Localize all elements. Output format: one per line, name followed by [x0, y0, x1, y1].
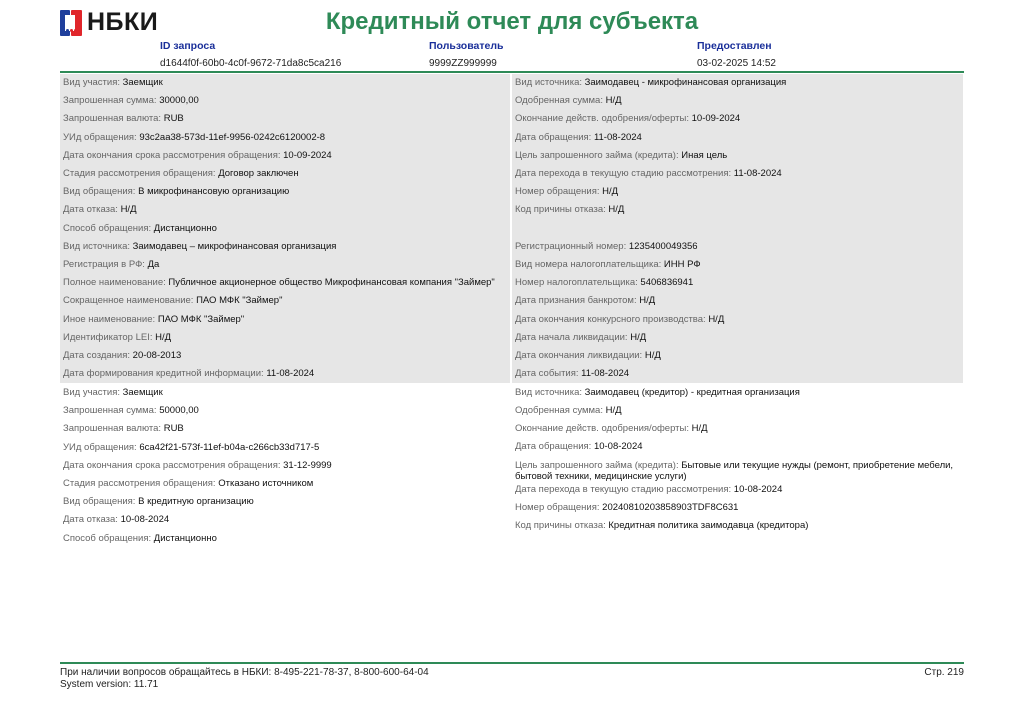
- field-value: Н/Д: [602, 186, 619, 197]
- field-label: Код причины отказа:: [515, 520, 606, 531]
- field-value: Отказано источником: [218, 478, 314, 489]
- field-label: Дата окончания срока рассмотрения обращения:: [63, 460, 281, 471]
- meta-label: Предоставлен: [697, 40, 772, 52]
- field-row: [515, 204, 960, 215]
- field-value: Заемщик: [122, 77, 163, 88]
- field-value: 11-08-2024: [581, 368, 630, 379]
- field-label: Окончание действ. одобрения/оферты:: [515, 423, 689, 434]
- field-row: [63, 150, 507, 161]
- field-value: Бытовые или текущие нужды (ремонт, приобретение мебели, бытовой техники, медицинские услуги): [515, 460, 954, 482]
- field-label: Запрошенная валюта:: [63, 423, 162, 434]
- logo-text: НБКИ: [87, 8, 159, 36]
- field-label: Номер налогоплательщика:: [515, 277, 638, 288]
- field-value: В микрофинансовую организацию: [138, 186, 290, 197]
- field-label: Сокращенное наименование:: [63, 295, 194, 306]
- meta-value: 03-02-2025 14:52: [697, 58, 776, 69]
- field-label: Идентификатор LEI:: [63, 332, 153, 343]
- header-divider: [60, 71, 964, 73]
- field-row: [515, 520, 960, 531]
- block-1-left-column: [60, 74, 510, 383]
- field-row: [63, 204, 507, 215]
- field-row: [63, 113, 507, 124]
- field-row: [63, 295, 507, 306]
- field-label: Способ обращения:: [63, 223, 152, 234]
- field-label: Полное наименование:: [63, 277, 166, 288]
- field-label: Запрошенная валюта:: [63, 113, 162, 124]
- field-value: Н/Д: [608, 204, 625, 215]
- meta-user: [429, 40, 503, 69]
- field-label: Дата начала ликвидации:: [515, 332, 628, 343]
- field-label: Вид обращения:: [63, 496, 136, 507]
- field-value: Н/Д: [605, 95, 622, 106]
- field-row: [515, 502, 960, 513]
- field-label: Вид источника:: [515, 77, 582, 88]
- field-value: 11-08-2024: [733, 168, 782, 179]
- meta-label: ID запроса: [160, 40, 216, 52]
- page-title: Кредитный отчет для субъекта: [325, 8, 699, 35]
- field-row: [515, 168, 960, 179]
- meta-request-id: [160, 40, 341, 69]
- field-label: Дата события:: [515, 368, 579, 379]
- field-value: Н/Д: [605, 405, 622, 416]
- block-2-left-column: [60, 384, 510, 554]
- field-row: [63, 314, 507, 325]
- field-row: [515, 405, 960, 416]
- field-label: Дата отказа:: [63, 514, 118, 525]
- field-label: Цель запрошенного займа (кредита):: [515, 460, 679, 471]
- field-value: Дистанционно: [153, 533, 217, 544]
- footer-page-number: Стр. 219: [924, 667, 964, 678]
- field-label: Стадия рассмотрения обращения:: [63, 168, 216, 179]
- field-label: Дата обращения:: [515, 441, 592, 452]
- field-row: [63, 460, 507, 471]
- field-value: Заимодавец - микрофинансовая организация: [584, 77, 787, 88]
- field-value: Н/Д: [691, 423, 708, 434]
- field-value: 10-09-2024: [283, 150, 332, 161]
- field-label: Стадия рассмотрения обращения:: [63, 478, 216, 489]
- field-label: УИд обращения:: [63, 132, 137, 143]
- field-row: [63, 223, 507, 234]
- footer-contact: При наличии вопросов обращайтесь в НБКИ: 8-495-221-78-37, 8-800-600-64-04: [60, 667, 429, 678]
- field-label: Номер обращения:: [515, 502, 600, 513]
- field-label: УИд обращения:: [63, 442, 137, 453]
- field-label: Дата создания:: [63, 350, 131, 361]
- field-label: Способ обращения:: [63, 533, 152, 544]
- field-row: [515, 423, 960, 434]
- field-row: [63, 186, 507, 197]
- field-label: Регистрационный номер:: [515, 241, 627, 252]
- field-value: 6ca42f21-573f-11ef-b04a-c266cb33d717-5: [139, 442, 320, 453]
- field-label: Дата перехода в текущую стадию рассмотрения:: [515, 168, 732, 179]
- field-label: Номер обращения:: [515, 186, 600, 197]
- field-row: [515, 368, 960, 379]
- field-value: ИНН РФ: [663, 259, 701, 270]
- field-value: 20240810203858903TDF8C631: [602, 502, 739, 513]
- field-label: Дата окончания конкурсного производства:: [515, 314, 706, 325]
- field-row: [515, 95, 960, 106]
- field-row: [63, 442, 507, 453]
- field-value: Заемщик: [122, 387, 163, 398]
- field-value: 20-08-2013: [132, 350, 182, 361]
- field-value: 11-08-2024: [593, 132, 642, 143]
- field-row: [515, 350, 960, 361]
- field-row: [63, 514, 507, 525]
- field-value: 11-08-2024: [266, 368, 315, 379]
- field-row: [63, 132, 507, 143]
- field-row: [515, 113, 960, 124]
- field-row: [63, 168, 507, 179]
- field-value: 10-09-2024: [691, 113, 741, 124]
- field-value: 31-12-9999: [283, 460, 332, 471]
- field-label: Дата обращения:: [515, 132, 592, 143]
- field-row: [63, 478, 507, 489]
- field-row: [515, 441, 960, 452]
- field-value: Н/Д: [630, 332, 647, 343]
- field-row: [515, 484, 960, 495]
- field-value: Да: [147, 259, 160, 270]
- field-value: Публичное акционерное общество Микрофинансовая компания "Займер": [168, 277, 495, 288]
- field-value: ПАО МФК "Займер": [196, 295, 283, 306]
- field-value: 10-08-2024: [120, 514, 170, 525]
- field-row: [63, 533, 507, 544]
- block-2-right-column: [512, 384, 963, 554]
- field-row: [63, 496, 507, 507]
- field-value: ПАО МФК "Займер": [157, 314, 245, 325]
- field-label: Регистрация в РФ:: [63, 259, 145, 270]
- field-row: [63, 259, 507, 270]
- field-label: Дата отказа:: [63, 204, 118, 215]
- meta-provided: [697, 40, 776, 69]
- field-row: [63, 332, 507, 343]
- field-value: RUB: [163, 423, 184, 434]
- field-label: Одобренная сумма:: [515, 95, 603, 106]
- field-value: 10-08-2024: [733, 484, 783, 495]
- field-value: Дистанционно: [153, 223, 217, 234]
- field-row: [515, 259, 960, 270]
- credit-application-block-2: [60, 384, 964, 554]
- field-value: 93c2aa38-573d-11ef-9956-0242c6120002-8: [139, 132, 326, 143]
- field-label: Дата формирования кредитной информации:: [63, 368, 264, 379]
- field-label: Окончание действ. одобрения/оферты:: [515, 113, 689, 124]
- field-row: [515, 241, 960, 252]
- field-row: [63, 95, 507, 106]
- field-row: [515, 132, 960, 143]
- field-value: 1235400049356: [628, 241, 698, 252]
- meta-label: Пользователь: [429, 40, 504, 52]
- field-label: Вид участия:: [63, 77, 120, 88]
- field-label: Дата перехода в текущую стадию рассмотрения:: [515, 484, 732, 495]
- field-value: Договор заключен: [218, 168, 299, 179]
- field-value: Заимодавец – микрофинансовая организация: [132, 241, 337, 252]
- meta-value: 9999ZZ999999: [429, 58, 497, 69]
- field-label: Дата признания банкротом:: [515, 295, 637, 306]
- field-row: [515, 295, 960, 306]
- field-label: Вид источника:: [515, 387, 582, 398]
- field-label: Вид номера налогоплательщика:: [515, 259, 662, 270]
- field-value: Н/Д: [708, 314, 725, 325]
- field-row: [515, 460, 960, 482]
- field-row: [63, 77, 507, 88]
- field-row: [515, 277, 960, 288]
- footer-left: [60, 667, 429, 691]
- field-label: Одобренная сумма:: [515, 405, 603, 416]
- field-label: Вид источника:: [63, 241, 130, 252]
- footer-divider: [60, 662, 964, 664]
- field-value: 30000,00: [159, 95, 199, 106]
- footer-version: System version: 11.71: [60, 679, 159, 690]
- field-label: Вид обращения:: [63, 186, 136, 197]
- field-value: Кредитная политика заимодавца (кредитора): [608, 520, 809, 531]
- field-row: [63, 387, 507, 398]
- field-value: Н/Д: [155, 332, 172, 343]
- field-label: Запрошенная сумма:: [63, 405, 157, 416]
- field-label: Цель запрошенного займа (кредита):: [515, 150, 679, 161]
- field-value: 5406836941: [640, 277, 694, 288]
- field-value: Заимодавец (кредитор) - кредитная организация: [584, 387, 800, 398]
- field-label: Запрошенная сумма:: [63, 95, 157, 106]
- field-label: Вид участия:: [63, 387, 120, 398]
- field-value: 10-08-2024: [593, 441, 643, 452]
- field-row: [515, 387, 960, 398]
- field-label: Дата окончания срока рассмотрения обращения:: [63, 150, 281, 161]
- field-value: Н/Д: [644, 350, 661, 361]
- field-label: Код причины отказа:: [515, 204, 606, 215]
- field-row: [515, 186, 960, 197]
- meta-value: d1644f0f-60b0-4c0f-9672-71da8c5ca216: [160, 58, 342, 69]
- field-row: [63, 423, 507, 434]
- field-value: Н/Д: [639, 295, 656, 306]
- field-label: Иное наименование:: [63, 314, 156, 325]
- block-1-right-column: [512, 74, 963, 383]
- field-row: [515, 150, 960, 161]
- field-row: [63, 368, 507, 379]
- field-label: Дата окончания ликвидации:: [515, 350, 643, 361]
- field-row: [515, 314, 960, 325]
- field-value: В кредитную организацию: [138, 496, 254, 507]
- field-value: RUB: [163, 113, 184, 124]
- field-value: 50000,00: [159, 405, 199, 416]
- field-row: [515, 77, 960, 88]
- field-row: [63, 277, 507, 288]
- field-value: Иная цель: [681, 150, 728, 161]
- credit-application-block-1: [60, 74, 964, 383]
- field-row: [515, 332, 960, 343]
- field-row: [63, 350, 507, 361]
- field-value: Н/Д: [120, 204, 137, 215]
- field-row: [63, 405, 507, 416]
- field-row: [63, 241, 507, 252]
